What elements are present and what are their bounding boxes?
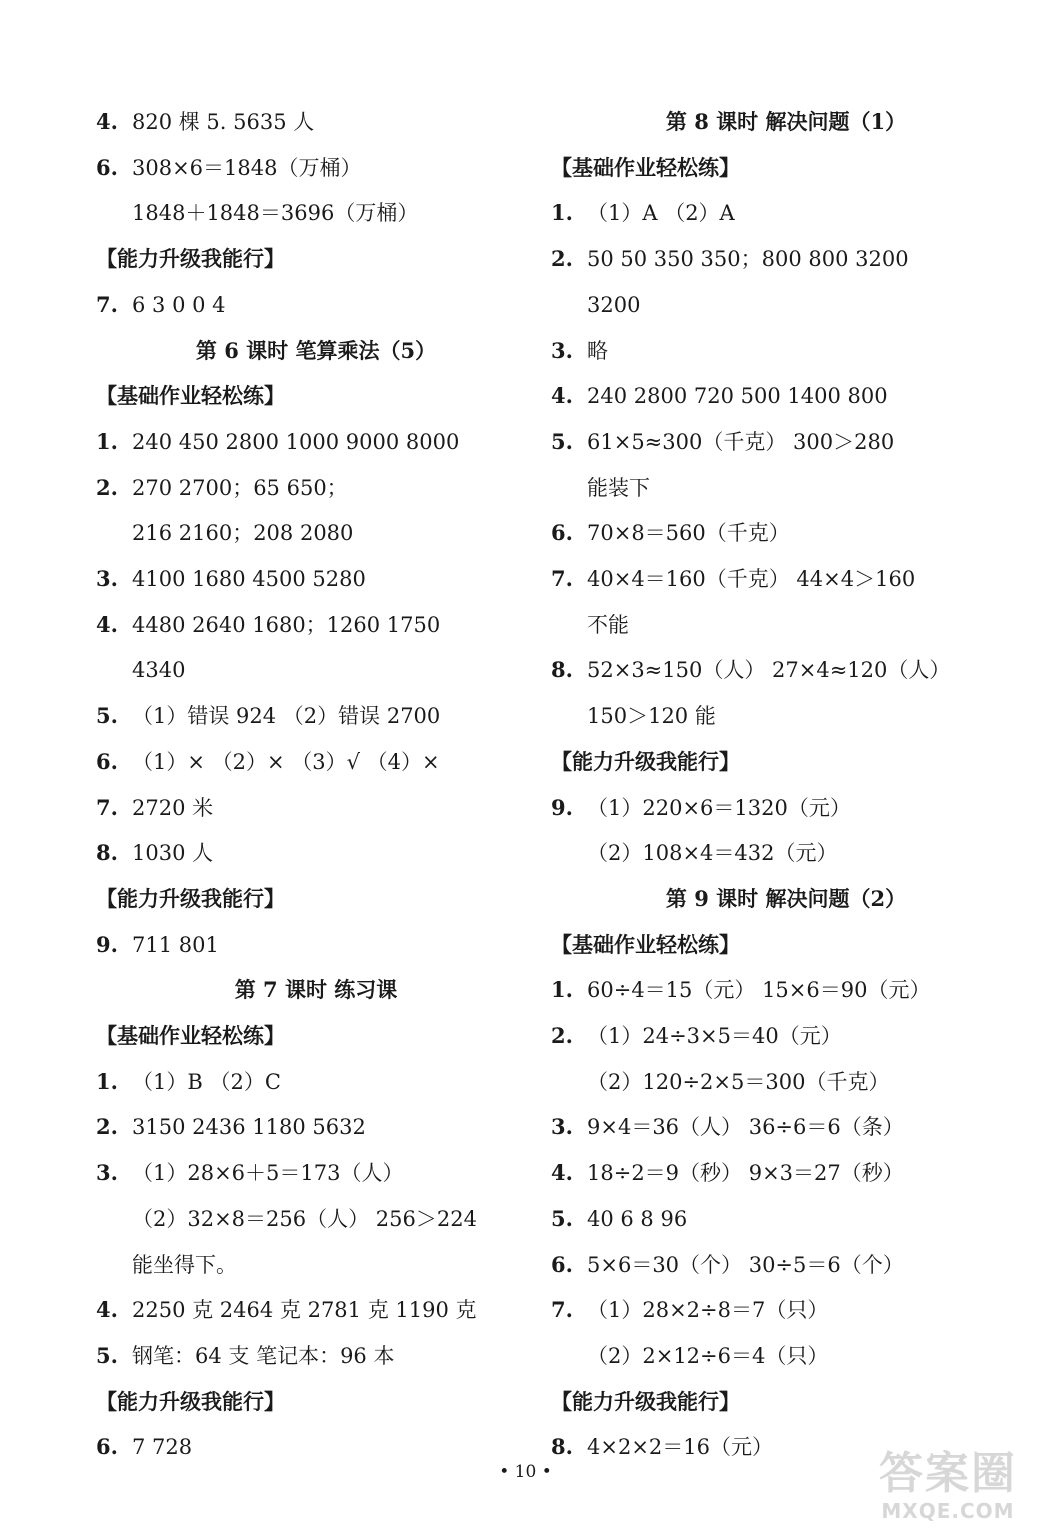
page-number: • 10 •: [499, 1462, 552, 1482]
lesson-heading: [96, 976, 536, 1004]
watermark-logo: [863, 1448, 1033, 1528]
item-number: 5.: [551, 1205, 573, 1231]
lesson-heading-text: 第 9 课时 解决问题（2）: [665, 885, 907, 911]
answer-text: 钢笔：64 支 笔记本：96 本: [132, 1343, 395, 1368]
item-number: 4.: [96, 1297, 118, 1323]
item-number: 6.: [551, 1251, 573, 1277]
section-label-text: 【能力升级我能行】: [551, 1388, 740, 1414]
section-label: [96, 885, 285, 913]
section-label: [551, 154, 740, 182]
item-number: 8.: [551, 1434, 573, 1460]
watermark-text: 答案圈: [879, 1448, 1017, 1499]
answer-continuation: [96, 1205, 477, 1233]
item-number: 7.: [96, 794, 118, 820]
item-number: 2.: [551, 1023, 573, 1048]
section-label-text: 【能力升级我能行】: [96, 885, 285, 911]
answer-text: （1）24÷3×5＝40（元）: [587, 1024, 842, 1048]
answer-continuation: [96, 1251, 237, 1279]
answer-continuation: [551, 1068, 889, 1096]
answer-continuation: [96, 519, 353, 547]
section-label-text: 【基础作业轻松练】: [96, 383, 285, 409]
answer-continuation: [551, 291, 640, 319]
answer-line: [96, 108, 314, 136]
lesson-heading-text: 第 6 课时 笔算乘法（5）: [195, 337, 437, 363]
item-number: 1.: [551, 977, 573, 1003]
lesson-heading: [551, 108, 1021, 136]
answer-continuation: [551, 474, 650, 502]
answer-text: 5×6＝30（个） 30÷5＝6（个）: [587, 1252, 904, 1277]
item-number: 8.: [96, 840, 118, 866]
lesson-heading-text: 第 7 课时 练习课: [234, 977, 398, 1003]
section-label: [551, 931, 740, 959]
item-number: 5.: [96, 1342, 118, 1368]
answer-line: [551, 199, 735, 227]
answer-line: [96, 748, 440, 776]
answer-text: 略: [587, 338, 608, 363]
answer-line: [551, 1159, 904, 1187]
answer-text: 18÷2＝9（秒） 9×3＝27（秒）: [587, 1161, 904, 1186]
answer-text: 2720 米: [132, 795, 214, 820]
answer-line: [551, 428, 894, 456]
answer-line: [96, 1433, 192, 1461]
item-number: 4.: [96, 611, 118, 637]
answer-line: [96, 1113, 366, 1141]
answer-text: 820 棵 5. 5635 人: [132, 110, 315, 134]
answer-line: [96, 931, 219, 959]
answer-line: [551, 976, 930, 1004]
answer-text: 150＞120 能: [587, 704, 716, 729]
section-label-text: 【基础作业轻松练】: [551, 154, 740, 180]
section-label: [551, 1388, 740, 1416]
section-label-text: 【能力升级我能行】: [551, 748, 740, 774]
section-label: [96, 382, 285, 410]
answer-line: [96, 1068, 281, 1096]
item-number: 1.: [551, 200, 573, 226]
item-number: 8.: [551, 657, 573, 683]
answer-text: 61×5≈300（千克） 300＞280: [587, 429, 895, 454]
item-number: 7.: [551, 566, 573, 591]
answer-line: [551, 519, 790, 547]
answer-text: （1）错误 924 （2）错误 2700: [132, 704, 441, 729]
item-number: 6.: [96, 154, 118, 180]
lesson-heading: [551, 885, 1021, 913]
answer-continuation: [551, 702, 716, 730]
answer-text: （2）120÷2×5＝300（千克）: [587, 1069, 890, 1094]
answer-text: 216 2160；208 2080: [132, 521, 354, 546]
item-number: 1.: [96, 1068, 118, 1094]
item-number: 4.: [96, 109, 118, 134]
answer-line: [96, 611, 440, 639]
answer-text: 能装下: [587, 475, 650, 500]
answer-text: （1）220×6＝1320（元）: [587, 795, 851, 820]
answer-line: [551, 565, 915, 593]
answer-text: 2250 克 2464 克 2781 克 1190 克: [132, 1298, 477, 1323]
answer-line: [96, 565, 366, 593]
answer-line: [96, 474, 348, 502]
answer-line: [96, 702, 440, 730]
answer-text: 3200: [587, 292, 641, 317]
answer-text: 70×8＝560（千克）: [587, 521, 790, 546]
answer-line: [551, 1022, 842, 1050]
answer-text: （1）× （2）× （3）√ （4）×: [132, 749, 440, 774]
answer-text: （1）28×6＋5＝173（人）: [132, 1161, 404, 1186]
answer-text: 308×6＝1848（万桶）: [132, 155, 362, 180]
answer-text: 240 450 2800 1000 9000 8000: [132, 429, 460, 454]
answer-line: [551, 1205, 687, 1233]
answer-text: （1）A （2）A: [587, 201, 735, 226]
answer-line: [96, 428, 459, 456]
answer-line: [551, 1251, 904, 1279]
section-label: [96, 1022, 285, 1050]
answer-continuation: [551, 611, 629, 639]
answer-text: 40×4＝160（千克） 44×4＞160: [587, 567, 916, 591]
item-number: 1.: [96, 428, 118, 454]
item-number: 3.: [96, 1160, 118, 1186]
answer-line: [551, 382, 888, 410]
lesson-heading-text: 第 8 课时 解决问题（1）: [665, 109, 907, 134]
answer-line: [96, 1342, 394, 1370]
answer-text: 1848＋1848＝3696（万桶）: [132, 201, 419, 226]
answer-text: 40 6 8 96: [587, 1206, 688, 1231]
item-number: 9.: [96, 931, 118, 957]
answer-text: （2）32×8＝256（人） 256＞224: [132, 1206, 477, 1231]
section-label: [96, 245, 285, 273]
answer-text: 1030 人: [132, 841, 214, 866]
answer-text: 能坐得下。: [132, 1252, 237, 1277]
answer-text: 9×4＝36（人） 36÷6＝6（条）: [587, 1115, 904, 1140]
watermark-url: MXQE.COM: [881, 1499, 1015, 1523]
item-number: 6.: [96, 748, 118, 774]
section-label: [96, 1388, 285, 1416]
item-number: 2.: [551, 246, 573, 272]
answer-line: [551, 245, 909, 273]
section-label-text: 【基础作业轻松练】: [551, 931, 740, 957]
answer-line: [96, 839, 213, 867]
answer-line: [96, 1159, 403, 1187]
item-number: 2.: [96, 474, 118, 500]
answer-line: [96, 1296, 477, 1324]
answer-line: [551, 794, 851, 822]
answer-continuation: [96, 199, 418, 227]
answer-text: 4340: [132, 658, 186, 683]
item-number: 4.: [551, 1160, 573, 1186]
answer-continuation: [551, 1342, 828, 1370]
item-number: 5.: [96, 703, 118, 729]
answer-text: 711 801: [132, 932, 219, 957]
section-label-text: 【能力升级我能行】: [96, 1388, 285, 1414]
item-number: 6.: [96, 1434, 118, 1460]
answer-text: 4480 2640 1680；1260 1750: [132, 612, 441, 637]
answer-line: [96, 794, 213, 822]
answer-text: 4×2×2＝16（元）: [587, 1435, 773, 1460]
answer-line: [551, 1296, 828, 1324]
answer-line: [551, 1433, 773, 1461]
section-label: [551, 748, 740, 776]
answer-text: （1）28×2÷8＝7（只）: [587, 1298, 829, 1323]
item-number: 2.: [96, 1114, 118, 1140]
answer-line: [551, 1113, 904, 1141]
item-number: 4.: [551, 383, 573, 409]
answer-line: [96, 291, 226, 319]
item-number: 9.: [551, 794, 573, 820]
item-number: 3.: [551, 1114, 573, 1140]
answer-text: 4100 1680 4500 5280: [132, 567, 366, 591]
answer-text: （1）B （2）C: [132, 1069, 281, 1094]
answer-line: [551, 337, 608, 365]
answer-text: （2）108×4＝432（元）: [587, 841, 838, 866]
answer-text: 不能: [587, 612, 629, 637]
answer-text: 270 2700；65 650；: [132, 475, 348, 500]
answer-text: 60÷4＝15（元） 15×6＝90（元）: [587, 978, 931, 1003]
answer-line: [551, 656, 950, 684]
item-number: 3.: [96, 566, 118, 591]
answer-text: 240 2800 720 500 1400 800: [587, 384, 888, 409]
answer-text: 7 728: [132, 1435, 193, 1460]
section-label-text: 【基础作业轻松练】: [96, 1023, 285, 1048]
answer-line: [96, 154, 361, 182]
answer-continuation: [96, 656, 185, 684]
lesson-heading: [96, 337, 536, 365]
answer-text: 52×3≈150（人） 27×4≈120（人）: [587, 658, 951, 683]
item-number: 7.: [96, 291, 118, 317]
item-number: 3.: [551, 337, 573, 363]
answer-continuation: [551, 839, 837, 867]
item-number: 7.: [551, 1297, 573, 1323]
answer-text: 6 3 0 0 4: [132, 292, 226, 317]
answer-text: （2）2×12÷6＝4（只）: [587, 1343, 829, 1368]
item-number: 5.: [551, 428, 573, 454]
answer-text: 3150 2436 1180 5632: [132, 1115, 366, 1140]
section-label-text: 【能力升级我能行】: [96, 246, 285, 272]
answer-text: 50 50 350 350；800 800 3200: [587, 247, 909, 272]
item-number: 6.: [551, 520, 573, 546]
